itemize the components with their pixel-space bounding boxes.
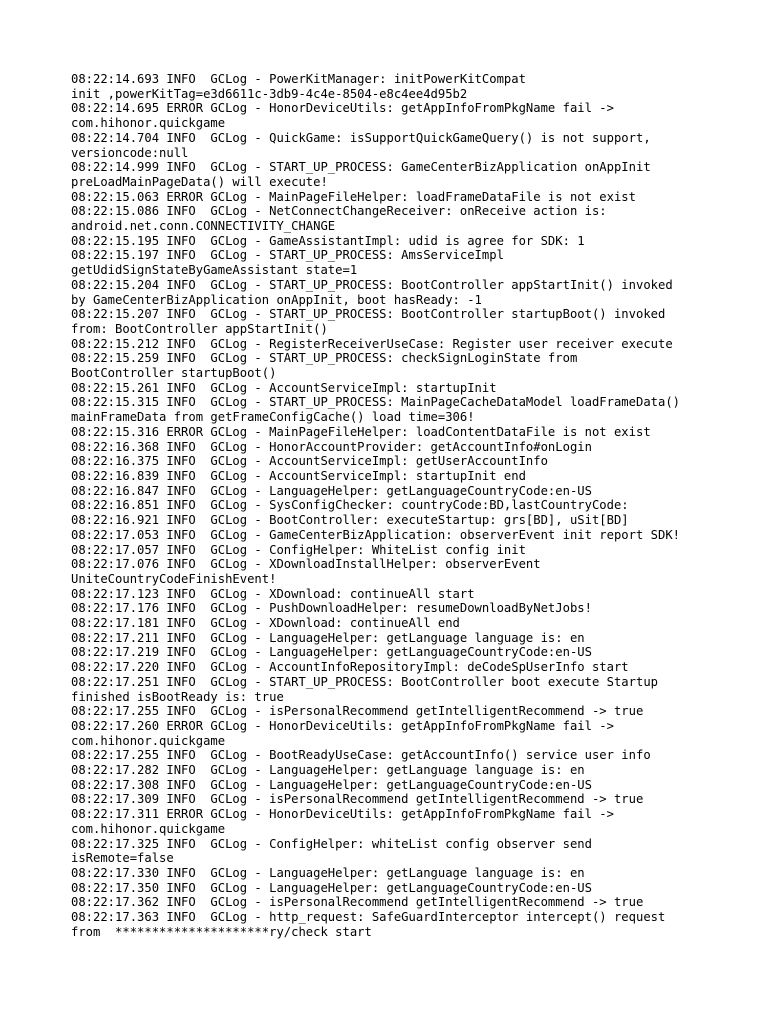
log-line: 08:22:14.999 INFO GCLog - START_UP_PROCESS: GameCenterBizApplication onAppInit [71, 160, 651, 175]
log-line: 08:22:15.086 INFO GCLog - NetConnectChangeReceiver: onReceive action is: [71, 204, 607, 219]
log-line: 08:22:17.076 INFO GCLog - XDownloadInstallHelper: observerEvent [71, 557, 541, 572]
log-line: 08:22:17.282 INFO GCLog - LanguageHelper: getLanguage language is: en [71, 763, 585, 778]
log-line: 08:22:16.375 INFO GCLog - AccountServiceImpl: getUserAccountInfo [71, 454, 548, 469]
log-line: 08:22:16.839 INFO GCLog - AccountServiceImpl: startupInit end [71, 468, 526, 483]
log-line: BootController startupBoot() [71, 366, 277, 381]
log-line: 08:22:15.204 INFO GCLog - START_UP_PROCESS: BootController appStartInit() invoked [71, 277, 673, 292]
log-line: isRemote=false [71, 851, 174, 866]
log-line: 08:22:14.695 ERROR GCLog - HonorDeviceUtils: getAppInfoFromPkgName fail -> [71, 101, 614, 116]
log-line: versioncode:null [71, 145, 189, 160]
log-line: 08:22:16.847 INFO GCLog - LanguageHelper: getLanguageCountryCode:en-US [71, 483, 592, 498]
log-line: 08:22:15.063 ERROR GCLog - MainPageFileHelper: loadFrameDataFile is not exist [71, 189, 636, 204]
log-line: finished isBootReady is: true [71, 689, 284, 704]
log-line: 08:22:17.211 INFO GCLog - LanguageHelper: getLanguage language is: en [71, 630, 585, 645]
log-line: by GameCenterBizApplication onAppInit, boot hasReady: -1 [71, 292, 482, 307]
log-line: android.net.conn.CONNECTIVITY_CHANGE [71, 219, 336, 234]
log-line: 08:22:17.220 INFO GCLog - AccountInfoRepositoryImpl: deCodeSpUserInfo start [71, 660, 629, 675]
log-line: 08:22:15.197 INFO GCLog - START_UP_PROCESS: AmsServiceImpl [71, 248, 504, 263]
log-line: 08:22:15.316 ERROR GCLog - MainPageFileHelper: loadContentDataFile is not exist [71, 424, 651, 439]
log-line: 08:22:17.123 INFO GCLog - XDownload: continueAll start [71, 586, 475, 601]
log-line: 08:22:17.362 INFO GCLog - isPersonalRecommend getIntelligentRecommend -> true [71, 895, 644, 910]
log-line: preLoadMainPageData() will execute! [71, 174, 328, 189]
log-line: 08:22:14.693 INFO GCLog - PowerKitManager: initPowerKitCompat [71, 72, 526, 86]
log-line: 08:22:17.363 INFO GCLog - http_request: SafeGuardInterceptor intercept() request [71, 910, 666, 925]
log-line: 08:22:17.255 INFO GCLog - BootReadyUseCase: getAccountInfo() service user info [71, 748, 651, 763]
log-line: 08:22:15.207 INFO GCLog - START_UP_PROCESS: BootController startupBoot() invoked [71, 307, 666, 322]
log-line: getUdidSignStateByGameAssistant state=1 [71, 263, 358, 278]
log-line: from: BootController appStartInit() [71, 321, 328, 336]
log-line: UniteCountryCodeFinishEvent! [71, 571, 277, 586]
log-line: com.hihonor.quickgame [71, 116, 226, 131]
log-line: com.hihonor.quickgame [71, 733, 226, 748]
log-line: 08:22:17.311 ERROR GCLog - HonorDeviceUtils: getAppInfoFromPkgName fail -> [71, 807, 614, 822]
log-line: 08:22:17.219 INFO GCLog - LanguageHelper: getLanguageCountryCode:en-US [71, 645, 592, 660]
log-line: 08:22:15.259 INFO GCLog - START_UP_PROCESS: checkSignLoginState from [71, 351, 578, 366]
log-line: 08:22:17.053 INFO GCLog - GameCenterBizApplication: observerEvent init report SDK! [71, 527, 681, 542]
log-line: 08:22:17.176 INFO GCLog - PushDownloadHelper: resumeDownloadByNetJobs! [71, 601, 592, 616]
log-line: 08:22:15.315 INFO GCLog - START_UP_PROCESS: MainPageCacheDataModel loadFrameData() [71, 395, 681, 410]
log-line: 08:22:17.181 INFO GCLog - XDownload: continueAll end [71, 616, 460, 631]
log-line: 08:22:17.255 INFO GCLog - isPersonalRecommend getIntelligentRecommend -> true [71, 704, 644, 719]
log-line: 08:22:15.195 INFO GCLog - GameAssistantImpl: udid is agree for SDK: 1 [71, 233, 585, 248]
log-line: mainFrameData from getFrameConfigCache() load time=306! [71, 410, 475, 425]
log-document [71, 72, 751, 939]
log-line: 08:22:17.260 ERROR GCLog - HonorDeviceUtils: getAppInfoFromPkgName fail -> [71, 718, 614, 733]
log-line: 08:22:17.309 INFO GCLog - isPersonalRecommend getIntelligentRecommend -> true [71, 792, 644, 807]
log-line: 08:22:17.325 INFO GCLog - ConfigHelper: whiteList config observer send [71, 836, 592, 851]
log-line: 08:22:14.704 INFO GCLog - QuickGame: isSupportQuickGameQuery() is not support, [71, 130, 651, 145]
log-line: 08:22:17.330 INFO GCLog - LanguageHelper: getLanguage language is: en [71, 865, 585, 880]
log-line: init ,powerKitTag=e3d6611c-3db9-4c4e-8504-e8c4ee4d95b2 [71, 86, 468, 101]
log-line: 08:22:16.851 INFO GCLog - SysConfigChecker: countryCode:BD,lastCountryCode: [71, 498, 629, 513]
log-line: 08:22:17.350 INFO GCLog - LanguageHelper: getLanguageCountryCode:en-US [71, 880, 592, 895]
log-line: 08:22:17.251 INFO GCLog - START_UP_PROCESS: BootController boot execute Startup [71, 674, 658, 689]
log-line: 08:22:16.368 INFO GCLog - HonorAccountProvider: getAccountInfo#onLogin [71, 439, 592, 454]
log-line: 08:22:17.308 INFO GCLog - LanguageHelper: getLanguageCountryCode:en-US [71, 777, 592, 792]
log-line: com.hihonor.quickgame [71, 821, 226, 836]
log-line: 08:22:17.057 INFO GCLog - ConfigHelper: WhiteList config init [71, 542, 526, 557]
log-line: 08:22:15.212 INFO GCLog - RegisterReceiverUseCase: Register user receiver execute [71, 336, 673, 351]
log-line: 08:22:15.261 INFO GCLog - AccountServiceImpl: startupInit [71, 380, 497, 395]
log-line: from *********************ry/check start [71, 924, 372, 939]
log-line: 08:22:16.921 INFO GCLog - BootController: executeStartup: grs[BD], uSit[BD] [71, 513, 629, 528]
